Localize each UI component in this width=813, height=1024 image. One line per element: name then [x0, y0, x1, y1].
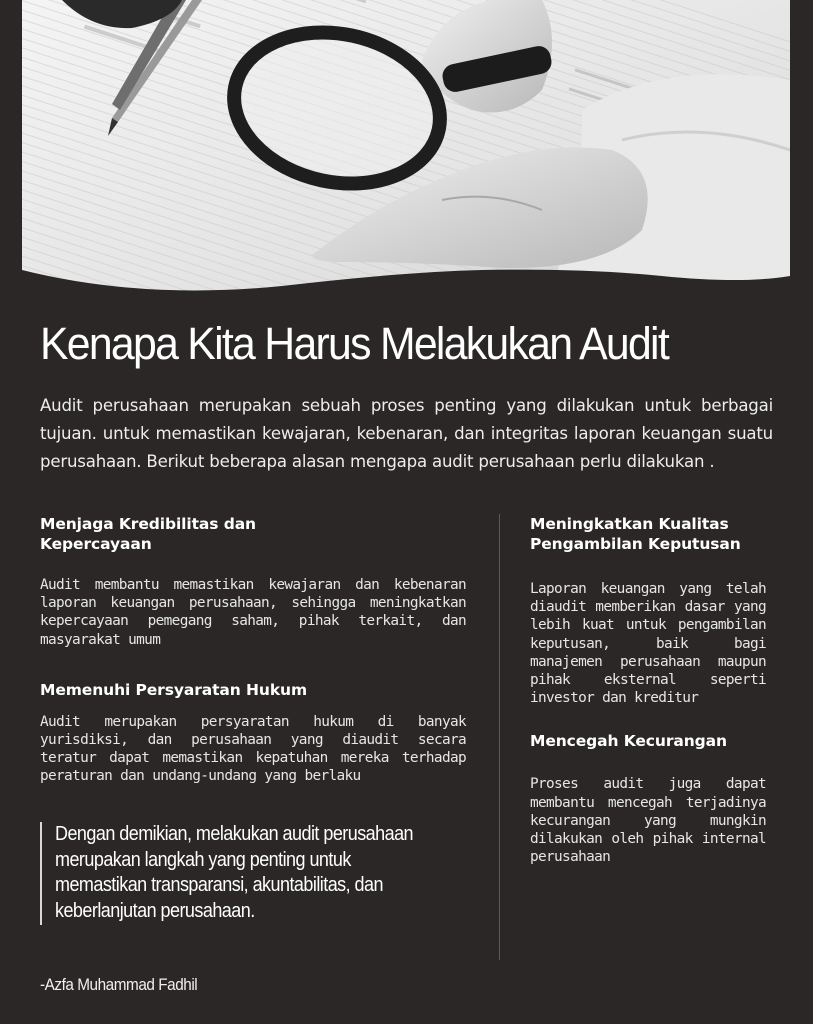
section-body: Proses audit juga dapat membantu mencegah terjadinya kecurangan yang mungkin dilakukan oleh pihak internal perusahaan — [530, 776, 766, 866]
section-body: Laporan keuangan yang telah diaudit memberikan dasar yang lebih kuat untuk pengambilan keputusan, baik bagi manajemen perusahaan maupun pihak eksternal seperti investor dan kreditur — [530, 581, 766, 707]
page-title: Kenapa Kita Harus Melakukan Audit — [40, 318, 668, 369]
author-signature: -Azfa Muhammad Fadhil — [40, 975, 198, 994]
closing-quote — [40, 822, 420, 925]
left-column — [40, 514, 466, 786]
section-heading: Menjaga Kredibilitas dan Kepercayaan — [40, 515, 256, 553]
section-kecurangan — [530, 731, 766, 866]
intro-paragraph: Audit perusahaan merupakan sebuah proses penting yang dilakukan untuk berbagai tujuan. untuk memastikan kewajaran, kebenaran, dan integritas laporan keuangan suatu perusahaan. Berikut beberapa alasan mengapa audit perusahaan perlu dilakukan . — [40, 396, 773, 471]
section-heading: Meningkatkan Kualitas Pengambilan Keputusan — [530, 515, 741, 553]
section-keputusan — [530, 514, 766, 707]
right-column — [530, 514, 766, 866]
column-divider — [499, 514, 500, 960]
hero-photo — [22, 0, 790, 300]
section-body: Audit merupakan persyaratan hukum di banyak yurisdiksi, dan perusahaan yang diaudit secara teratur dapat memastikan kepatuhan mereka terhadap peraturan dan undang-undang yang berlaku — [40, 713, 466, 785]
section-body: Audit membantu memastikan kewajaran dan kebenaran laporan keuangan perusahaan, sehingga meningkatkan kepercayaan pemegang saham, pihak terkait, dan masyarakat umum — [40, 577, 466, 648]
quote-text: Dengan demikian, melakukan audit perusahaan merupakan langkah yang penting untuk memastikan transparansi, akuntabilitas, dan keberlanjutan perusahaan. — [55, 823, 414, 923]
section-hukum — [40, 680, 466, 786]
section-kredibilitas — [40, 514, 466, 649]
section-heading: Mencegah Kecurangan — [530, 732, 727, 751]
section-heading: Memenuhi Persyaratan Hukum — [40, 680, 308, 699]
